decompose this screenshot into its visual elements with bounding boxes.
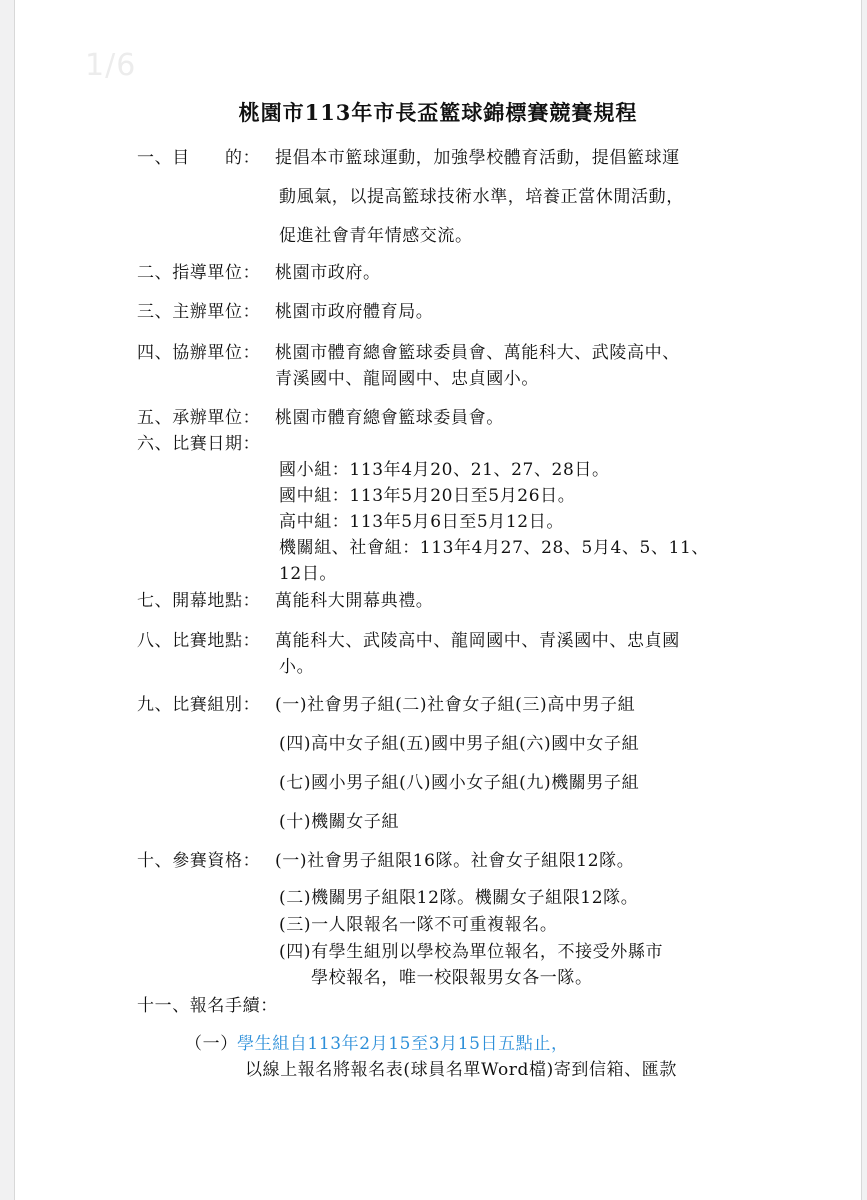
section-8-label: 八、比賽地點： [137,631,261,651]
section-10-line-4: (四)有學生組別以學校為單位報名，不接受外縣市 [279,942,664,962]
document-title: 桃園市113年市長盃籃球錦標賽競賽規程 [238,100,638,125]
section-2-text: 桃園市政府。 [275,263,381,283]
section-5-label: 五、承辦單位： [137,408,261,428]
section-10-line-3: (三)一人限報名一隊不可重複報名。 [279,915,558,935]
section-4-label: 四、協辦單位： [137,343,261,363]
section-6-label: 六、比賽日期： [137,434,261,454]
section-9-line-4: (十)機關女子組 [279,812,400,832]
section-9-line-3: (七)國小男子組(八)國小女子組(九)機關男子組 [279,773,640,793]
section-6-line-2: 國中組：113年5月20日至5月26日。 [279,486,576,506]
section-10-line-5: 學校報名，唯一校限報男女各一隊。 [311,968,593,988]
section-3-label: 三、主辦單位： [137,302,261,322]
section-10-label: 十、參賽資格： [137,851,261,871]
section-10-line-1: (一)社會男子組限16隊。社會女子組限12隊。 [275,851,635,871]
section-3-text: 桃園市政府體育局。 [275,302,434,322]
section-5-text: 桃園市體育總會籃球委員會。 [275,408,504,428]
section-7-label: 七、開幕地點： [137,591,261,611]
section-9-label: 九、比賽組別： [137,695,261,715]
section-1-line-3: 促進社會青年情感交流。 [279,226,473,246]
section-8-line-2: 小。 [279,657,315,677]
section-1-line-1: 提倡本市籃球運動，加強學校體育活動，提倡籃球運 [275,148,680,168]
section-11-item-1-marker: （一） [185,1034,238,1054]
section-7-text: 萬能科大開幕典禮。 [275,591,434,611]
section-6-line-5: 12日。 [279,564,338,584]
section-6-line-4: 機關組、社會組：113年4月27、28、5月4、5、11、 [279,538,710,558]
document-page [14,0,862,1200]
section-2-label: 二、指導單位： [137,263,261,283]
section-1-line-2: 動風氣，以提高籃球技術水準，培養正當休閒活動， [279,187,684,207]
section-1-label: 一、目 的： [137,148,261,168]
section-11-label: 十一、報名手續： [137,996,278,1016]
section-11-item-1-highlight: 學生組自113年2月15至3月15日五點止， [237,1034,569,1054]
section-11-item-1-continuation: 以線上報名將報名表(球員名單Word檔)寄到信箱、匯款 [245,1060,678,1080]
section-6-line-1: 國小組：113年4月20、21、27、28日。 [279,460,610,480]
section-4-line-1: 桃園市體育總會籃球委員會、萬能科大、武陵高中、 [275,343,680,363]
section-4-line-2: 青溪國中、龍岡國中、忠貞國小。 [275,369,539,389]
page-indicator: 1/6 [85,48,137,83]
section-6-line-3: 高中組：113年5月6日至5月12日。 [279,512,564,532]
section-8-line-1: 萬能科大、武陵高中、龍岡國中、青溪國中、忠貞國 [275,631,680,651]
section-10-line-2: (二)機關男子組限12隊。機關女子組限12隊。 [279,888,639,908]
section-9-line-1: (一)社會男子組(二)社會女子組(三)高中男子組 [275,695,636,715]
section-9-line-2: (四)高中女子組(五)國中男子組(六)國中女子組 [279,734,640,754]
